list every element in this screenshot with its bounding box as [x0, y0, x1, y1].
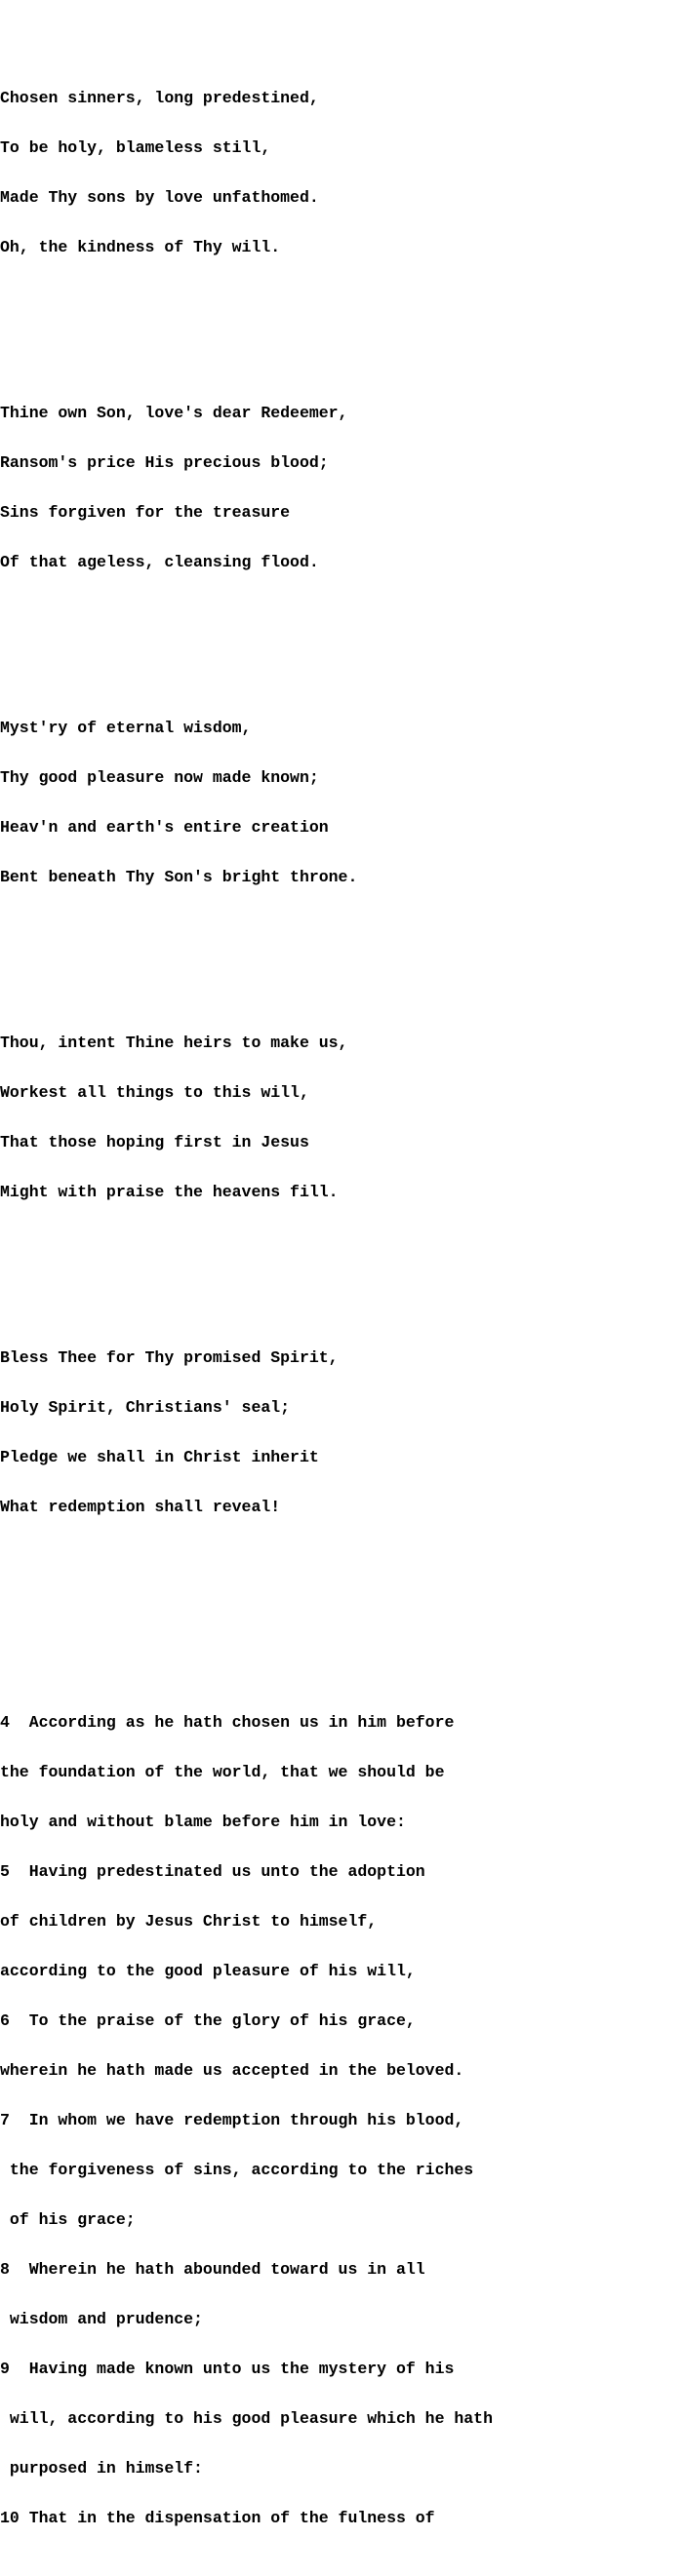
hymn-line: To be holy, blameless still,: [0, 138, 271, 157]
hymn-line: Sins forgiven for the treasure: [0, 503, 291, 522]
hymn-line: Chosen sinners, long predestined,: [0, 89, 319, 107]
hymn-line: Heav'n and earth's entire creation: [0, 818, 329, 837]
hymn-line: Oh, the kindness of Thy will.: [0, 238, 281, 256]
hymn-line: Thy good pleasure now made known;: [0, 768, 319, 787]
hymn-line: Might with praise the heavens fill.: [0, 1183, 339, 1201]
scripture-line: 7 In whom we have redemption through his blood,: [0, 2111, 464, 2129]
blank-line: [0, 604, 683, 620]
blank-line: [0, 289, 683, 305]
stanza: [0, 1001, 683, 1283]
hymn-line: Thou, intent Thine heirs to make us,: [0, 1034, 348, 1052]
scripture-text: [0, 1681, 683, 2559]
stanza: [0, 1316, 683, 1598]
hymn-line: Bless Thee for Thy promised Spirit,: [0, 1348, 339, 1367]
scripture-line: 9 Having made known unto us the mystery of his: [0, 2360, 455, 2378]
scripture-line: of children by Jesus Christ to himself,: [0, 1912, 378, 1931]
scripture-line: the foundation of the world, that we should be: [0, 1763, 445, 1781]
hymn-line: Thine own Son, love's dear Redeemer,: [0, 404, 348, 422]
scripture-line: holy and without blame before him in love:: [0, 1813, 406, 1831]
hymn-line: What redemption shall reveal!: [0, 1498, 281, 1516]
scripture-line: 5 Having predestinated us unto the adoption: [0, 1862, 425, 1881]
scripture-line: according to the good pleasure of his will,: [0, 1962, 416, 1980]
scripture-line: wherein he hath made us accepted in the beloved.: [0, 2061, 464, 2080]
hymn-line: Of that ageless, cleansing flood.: [0, 553, 319, 571]
scripture-line: wisdom and prudence;: [0, 2310, 203, 2328]
hymn-line: That those hoping first in Jesus: [0, 1133, 309, 1151]
scripture-line: of his grace;: [0, 2210, 136, 2229]
scripture-line: the forgiveness of sins, according to the riches: [0, 2161, 474, 2179]
scripture-line: 6 To the praise of the glory of his grace,: [0, 2011, 416, 2030]
scripture-line: will, according to his good pleasure which he hath: [0, 2409, 493, 2428]
stanza: [0, 371, 683, 653]
blank-line: [0, 918, 683, 935]
blank-line: [0, 1233, 683, 1250]
blank-line: [0, 1548, 683, 1565]
stanza: [0, 57, 683, 338]
hymn-line: Ransom's price His precious blood;: [0, 453, 329, 472]
hymn-line: Made Thy sons by love unfathomed.: [0, 188, 319, 207]
hymn-line: Workest all things to this will,: [0, 1083, 309, 1102]
hymn-line: Bent beneath Thy Son's bright throne.: [0, 868, 358, 886]
hymn-line: Holy Spirit, Christians' seal;: [0, 1398, 291, 1417]
scripture-line: 8 Wherein he hath abounded toward us in all: [0, 2260, 425, 2279]
scripture-line: purposed in himself:: [0, 2459, 203, 2478]
scripture-line: 10 That in the dispensation of the fulness of: [0, 2509, 435, 2527]
scripture-line: 4 According as he hath chosen us in him before: [0, 1713, 455, 1732]
hymn-line: Pledge we shall in Christ inherit: [0, 1448, 319, 1466]
hymn-text: [0, 23, 683, 1631]
stanza: [0, 686, 683, 968]
hymn-line: Myst'ry of eternal wisdom,: [0, 719, 252, 737]
